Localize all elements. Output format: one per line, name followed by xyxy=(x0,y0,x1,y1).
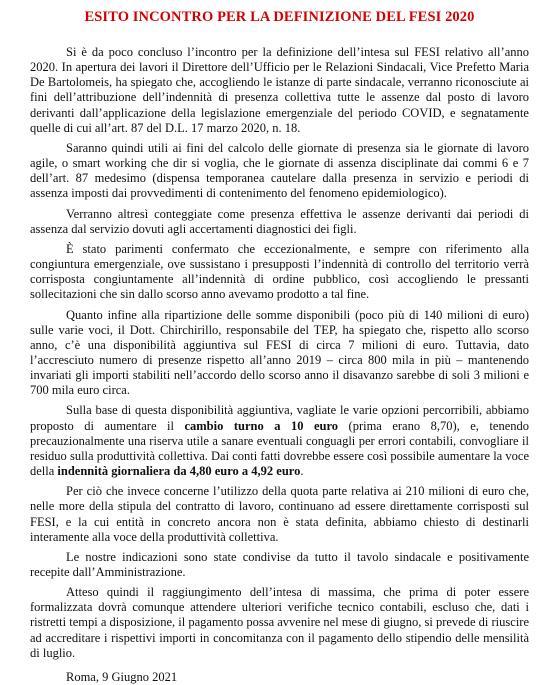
paragraph-text: Saranno quindi utili ai fini del calcolo delle giornate di presenza sia le giornate di lavoro agile, o smart working che dir si voglia, che le giornate di assenza disciplinate dai commi 6 e 7 dell’art. 87 medesimo (dispensa temporanea cautelare dalla presenza in servizio e periodi di assenza imposti dai provvedimenti di contenimento del fenomeno epidemiologico). xyxy=(30,140,529,201)
paragraph-text: Verranno altresì conteggiate come presenza effettiva le assenze derivanti dai periodi di assenza dal servizio dovuti agli accertamenti diagnostici dei figli. xyxy=(30,206,529,236)
emphasized-text: cambio turno a 10 euro xyxy=(184,418,339,433)
body-paragraph xyxy=(30,141,529,202)
paragraph-text: Quanto infine alla ripartizione delle somme disponibili (poco più di 140 milioni di euro) sulle varie voci, il Dott. Chirchirillo, responsabile del TEP, ha spiegato che, rispetto allo scorso anno, c’è una disponibilità aggiuntiva sul FESI di circa 7 milioni di euro. Tuttavia, dato l’accresciuto numero di presenze rispetto all’anno 2019 – circa 800 mila in più – mantenendo invariati gli importi stabiliti nell’accordo dello scorso anno il disavanzo sarebbe di soli 3 milioni e 700 mila euro circa. xyxy=(30,307,529,398)
paragraph-text: Si è da poco concluso l’incontro per la definizione dell’intesa sul FESI relativo all’anno 2020. In apertura dei lavori il Direttore dell’Ufficio per le Relazioni Sindacali, Vice Prefetto Maria De Bartolomeis, ha spiegato che, accogliendo le istanze di parte sindacale, verranno riconosciute ai fini dell’attribuzione dell’indennità di presenza collettiva tutte le assenze dal posto di lavoro derivanti dall’applicazione della legislazione emergenziale del periodo COVID, e segnatamente quelle di cui all’art. 87 del D.L. 17 marzo 2020, n. 18. xyxy=(30,45,529,135)
paragraph-text: Per ciò che invece concerne l’utilizzo della quota parte relativa ai 210 milioni di euro che, nelle more della stipula del contratto di lavoro, continuano ad essere direttamente corrisposti sul FESI, e la cui entità in concreto ancora non è stata definita, abbiamo chiesto di destinarli interamente alla voce della produttività collettiva. xyxy=(30,484,529,544)
paragraph-text: È stato parimenti confermato che eccezionalmente, e sempre con riferimento alla congiuntura emergenziale, ove sussistano i presupposti l’indennità di controllo del territorio verrà corrisposta congiuntamente all’indennità di ordine pubblico, così accogliendo le pressanti sollecitazioni che sin dallo scorso anno avevamo prodotto a tal fine. xyxy=(30,241,529,302)
body-paragraph xyxy=(30,585,529,661)
paragraph-text: . xyxy=(300,464,304,479)
paragraph-text: Le nostre indicazioni sono state condivise da tutto il tavolo sindacale e positivamente recepite dall’Amministrazione. xyxy=(30,549,529,579)
paragraph-text: (prima erano 8,70), e, tenendo precauzionalmente una riserva utile a sanare eventuali conguagli per errori contabili, convogliare il residuo sulla produttività collettiva. Dai conti fatti dovrebbe essere così possibile aumentare la voce della xyxy=(30,418,529,479)
document-page xyxy=(30,9,529,685)
paragraph-text: Atteso quindi il raggiungimento dell’intesa di massima, che prima di poter essere formalizzata dovrà comunque attendere ulteriori verifiche tecnico contabili, escluso che, dati i ristretti tempi a disposizione, il pagamento possa avvenire nel mese di giugno, si prevede di riuscire ad accreditare i rispettivi importi in concomitanza con il pagamento dello stipendio delle mensilità di luglio. xyxy=(30,585,529,660)
body-paragraph xyxy=(30,207,529,237)
paragraph-text: Sulla base di questa disponibilità aggiuntiva, vagliate le varie opzioni percorribili, abbiamo proposto di aumentare il xyxy=(30,403,529,433)
body-paragraph xyxy=(30,308,529,399)
document-body xyxy=(30,45,529,661)
emphasized-text: indennità giornaliera da 4,80 euro a 4,92 euro xyxy=(57,464,301,479)
body-paragraph xyxy=(30,45,529,136)
body-paragraph xyxy=(30,242,529,303)
body-paragraph xyxy=(30,550,529,580)
closing-date: Roma, 9 Giugno 2021 xyxy=(66,669,178,684)
document-title: ESITO INCONTRO PER LA DEFINIZIONE DEL FESI 2020 xyxy=(84,9,475,25)
body-paragraph xyxy=(30,403,529,479)
body-paragraph xyxy=(30,484,529,545)
